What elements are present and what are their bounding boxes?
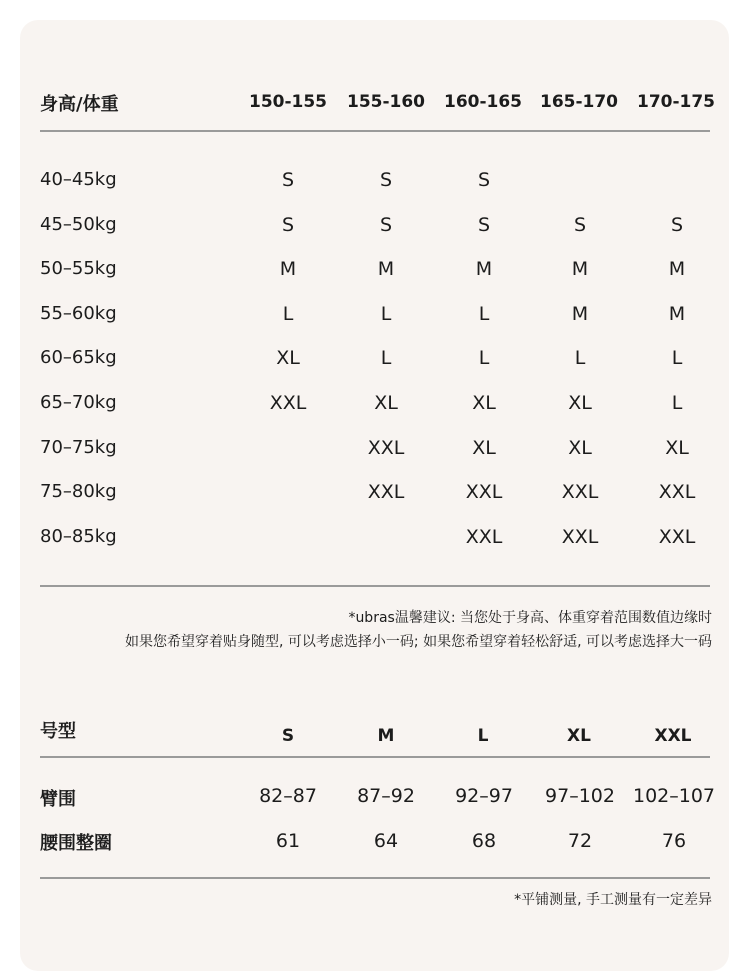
size-cell: XXL xyxy=(465,526,503,548)
size-chart-corner-label: 身高/体重 xyxy=(40,94,119,115)
size-cell: M xyxy=(377,258,395,280)
measure-cell: 61 xyxy=(275,830,301,852)
size-cell: M xyxy=(668,303,686,325)
footnote: *平铺测量, 手工测量有一定差异 xyxy=(514,892,712,908)
size-cell: L xyxy=(478,347,490,369)
size-cell: XL xyxy=(472,437,496,459)
size-cell: XL xyxy=(276,347,300,369)
measure-corner-label: 号型 xyxy=(40,721,76,742)
size-cell: XL xyxy=(568,392,592,414)
measure-cell: 72 xyxy=(567,830,593,852)
height-col-1: 155-160 xyxy=(346,92,426,112)
measure-size-0: S xyxy=(281,726,295,746)
size-cell: XXL xyxy=(269,392,307,414)
height-col-3: 165-170 xyxy=(539,92,619,112)
size-cell: XXL xyxy=(561,481,599,503)
size-cell: XL xyxy=(568,437,592,459)
size-cell: S xyxy=(670,214,684,236)
weight-row-label: 65–70kg xyxy=(40,392,117,413)
measure-cell: 87–92 xyxy=(357,785,415,807)
measure-cell: 102–107 xyxy=(632,785,716,807)
measure-header-divider xyxy=(40,756,710,758)
measure-size-4: XXL xyxy=(654,726,692,746)
size-cell: L xyxy=(671,347,683,369)
size-cell: M xyxy=(571,258,589,280)
weight-row-label: 80–85kg xyxy=(40,526,117,547)
weight-row-label: 45–50kg xyxy=(40,214,117,235)
size-cell: XXL xyxy=(465,481,503,503)
chart-bottom-divider xyxy=(40,585,710,587)
measure-row-label-arm: 臂围 xyxy=(40,789,76,810)
size-cell: L xyxy=(380,347,392,369)
weight-row-label: 75–80kg xyxy=(40,481,117,502)
measure-bottom-divider xyxy=(40,877,710,879)
size-cell: M xyxy=(668,258,686,280)
weight-row-label: 55–60kg xyxy=(40,303,117,324)
size-cell: XXL xyxy=(561,526,599,548)
size-cell: S xyxy=(477,214,491,236)
measure-size-2: L xyxy=(477,726,489,746)
size-cell: L xyxy=(380,303,392,325)
size-cell: XXL xyxy=(367,481,405,503)
measure-cell: 68 xyxy=(471,830,497,852)
size-cell: XXL xyxy=(367,437,405,459)
measure-size-3: XL xyxy=(567,726,591,746)
height-col-2: 160-165 xyxy=(443,92,523,112)
size-cell: S xyxy=(477,169,491,191)
size-cell: S xyxy=(281,169,295,191)
size-cell: XL xyxy=(472,392,496,414)
advice-line-1: *ubras温馨建议: 当您处于身高、体重穿着范围数值边缘时 xyxy=(348,610,712,626)
size-cell: L xyxy=(671,392,683,414)
size-cell: L xyxy=(574,347,586,369)
size-cell: XXL xyxy=(658,481,696,503)
measure-row-label-waist: 腰围整圈 xyxy=(40,833,112,854)
height-col-4: 170-175 xyxy=(636,92,716,112)
measure-cell: 97–102 xyxy=(545,785,615,807)
measure-cell: 82–87 xyxy=(259,785,317,807)
measure-cell: 76 xyxy=(661,830,687,852)
height-col-0: 150-155 xyxy=(248,92,328,112)
size-cell: S xyxy=(281,214,295,236)
measure-size-1: M xyxy=(377,726,395,746)
size-cell: M xyxy=(279,258,297,280)
measure-cell: 92–97 xyxy=(455,785,513,807)
size-cell: S xyxy=(379,214,393,236)
advice-line-2: 如果您希望穿着贴身随型, 可以考虑选择小一码; 如果您希望穿着轻松舒适, 可以考虑选择大一码 xyxy=(125,634,712,650)
weight-row-label: 50–55kg xyxy=(40,258,117,279)
size-cell: L xyxy=(478,303,490,325)
size-cell: XL xyxy=(374,392,398,414)
measure-cell: 64 xyxy=(373,830,399,852)
size-cell: M xyxy=(475,258,493,280)
weight-row-label: 70–75kg xyxy=(40,437,117,458)
weight-row-label: 40–45kg xyxy=(40,169,117,190)
header-divider xyxy=(40,130,710,132)
size-cell: S xyxy=(379,169,393,191)
size-cell: M xyxy=(571,303,589,325)
size-cell: XL xyxy=(665,437,689,459)
size-cell: XXL xyxy=(658,526,696,548)
size-cell: L xyxy=(282,303,294,325)
size-cell: S xyxy=(573,214,587,236)
weight-row-label: 60–65kg xyxy=(40,347,117,368)
